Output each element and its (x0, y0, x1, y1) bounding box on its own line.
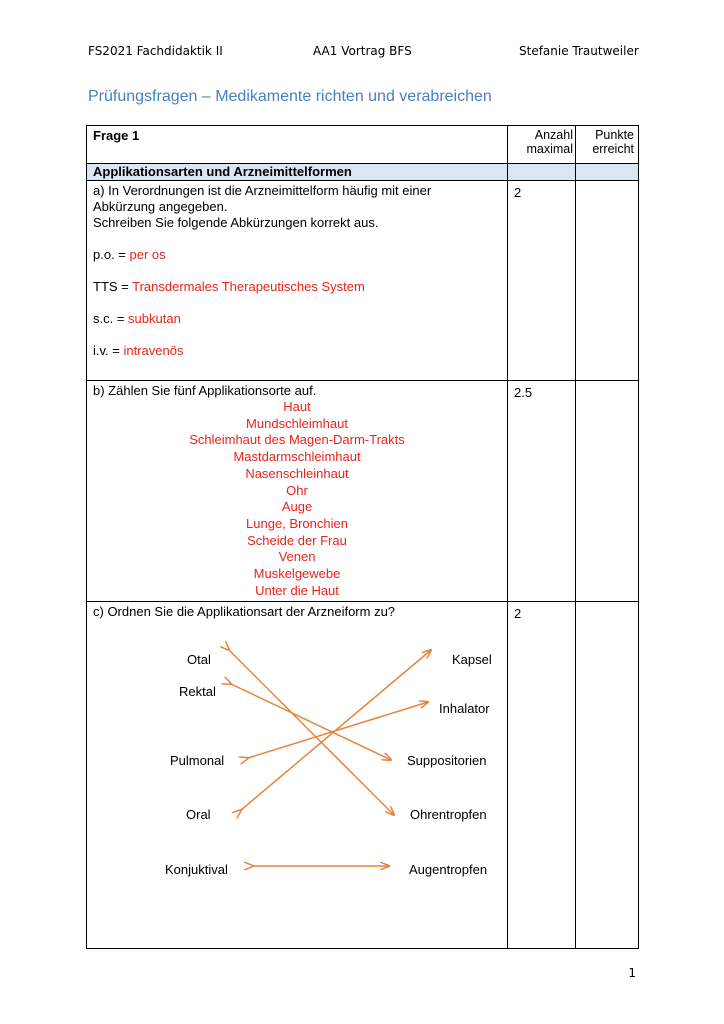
header-assignment: AA1 Vortrag BFS (313, 44, 412, 58)
question-c: c) Ordnen Sie die Applikationsart der Arzneiform zu? Otal Rektal Pulmonal Oral Konjuktival Kapsel Inhalator Suppositorien Ohrentropfen Augentropfen (87, 602, 508, 949)
points-c: 2 (508, 602, 576, 949)
arrow-pulmonal-inhalator (248, 702, 428, 758)
header-course: FS2021 Fachdidaktik II (88, 44, 223, 58)
question-table (86, 125, 639, 949)
page-title: Prüfungsfragen – Medikamente richten und verabreichen (88, 88, 492, 105)
max-points-header: Anzahl maximal (508, 126, 576, 164)
right-term-augentropfen: Augentropfen (409, 862, 488, 878)
answer-item: Nasenschleinhaut (245, 465, 349, 481)
arrow-otal-ohrentropfen (229, 650, 394, 815)
points-b: 2.5 (508, 381, 576, 602)
right-term-suppositorien: Suppositorien (407, 753, 487, 769)
arrow-oral-kapsel (241, 650, 431, 810)
answer-item: Auge (281, 499, 313, 515)
answer-list (93, 399, 501, 599)
achieved-b (576, 381, 639, 602)
answer-item: Mastdarmschleimhaut (233, 449, 361, 465)
question-b: b) Zählen Sie fünf Applikationsorte auf. Haut Mundschleimhaut Schleimhaut des Magen-Darm-Trakts Mastdarmschleimhaut Nasenschleinhaut Ohr Auge Lunge, Bronchien Scheide der Frau Venen Muskelgewebe Unter die Haut (87, 381, 508, 602)
header-author: Stefanie Trautweiler (519, 44, 639, 58)
answer-item: Lunge, Bronchien (246, 515, 348, 531)
abbr-po: p.o. = per os (93, 247, 166, 262)
left-term-rektal: Rektal (179, 684, 216, 700)
answer-item: Scheide der Frau (247, 532, 347, 548)
answer-item: Schleimhaut des Magen-Darm-Trakts (189, 432, 405, 448)
achieved-points-header: Punkte erreicht (576, 126, 639, 164)
right-term-kapsel: Kapsel (452, 652, 492, 668)
left-term-pulmonal: Pulmonal (170, 753, 225, 769)
answer-item: Unter die Haut (255, 582, 339, 598)
question-a: a) In Verordnungen ist die Arzneimittelform häufig mit einer Abkürzung angegeben. Schreiben Sie folgende Abkürzungen korrekt aus. p.o. = per os TTS = Transdermales Therapeutisches System s.c. = subkutan i.v. = intravenös (87, 181, 508, 381)
abbr-sc: s.c. = subkutan (93, 311, 181, 326)
right-term-inhalator: Inhalator (439, 701, 490, 717)
page-number: 1 (628, 966, 636, 980)
section-heading: Applikationsarten und Arzneimittelformen (87, 164, 508, 181)
matching-area (93, 620, 501, 946)
left-term-oral: Oral (186, 807, 211, 823)
answer-item: Mundschleimhaut (246, 415, 348, 431)
arrow-rektal-suppositorien (231, 684, 391, 760)
points-a: 2 (508, 181, 576, 381)
question-number: Frage 1 (87, 126, 508, 164)
matching-arrows (93, 620, 502, 946)
achieved-c (576, 602, 639, 949)
right-term-ohrentropfen: Ohrentropfen (410, 807, 487, 823)
abbr-tts: TTS = Transdermales Therapeutisches System (93, 279, 365, 294)
abbr-iv: i.v. = intravenös (93, 343, 184, 358)
left-term-otal: Otal (187, 652, 211, 668)
answer-item: Haut (283, 399, 311, 414)
answer-item: Ohr (286, 482, 308, 498)
answer-item: Venen (278, 549, 316, 565)
left-term-konjuktival: Konjuktival (165, 862, 228, 878)
achieved-a (576, 181, 639, 381)
answer-item: Muskelgewebe (253, 566, 341, 582)
